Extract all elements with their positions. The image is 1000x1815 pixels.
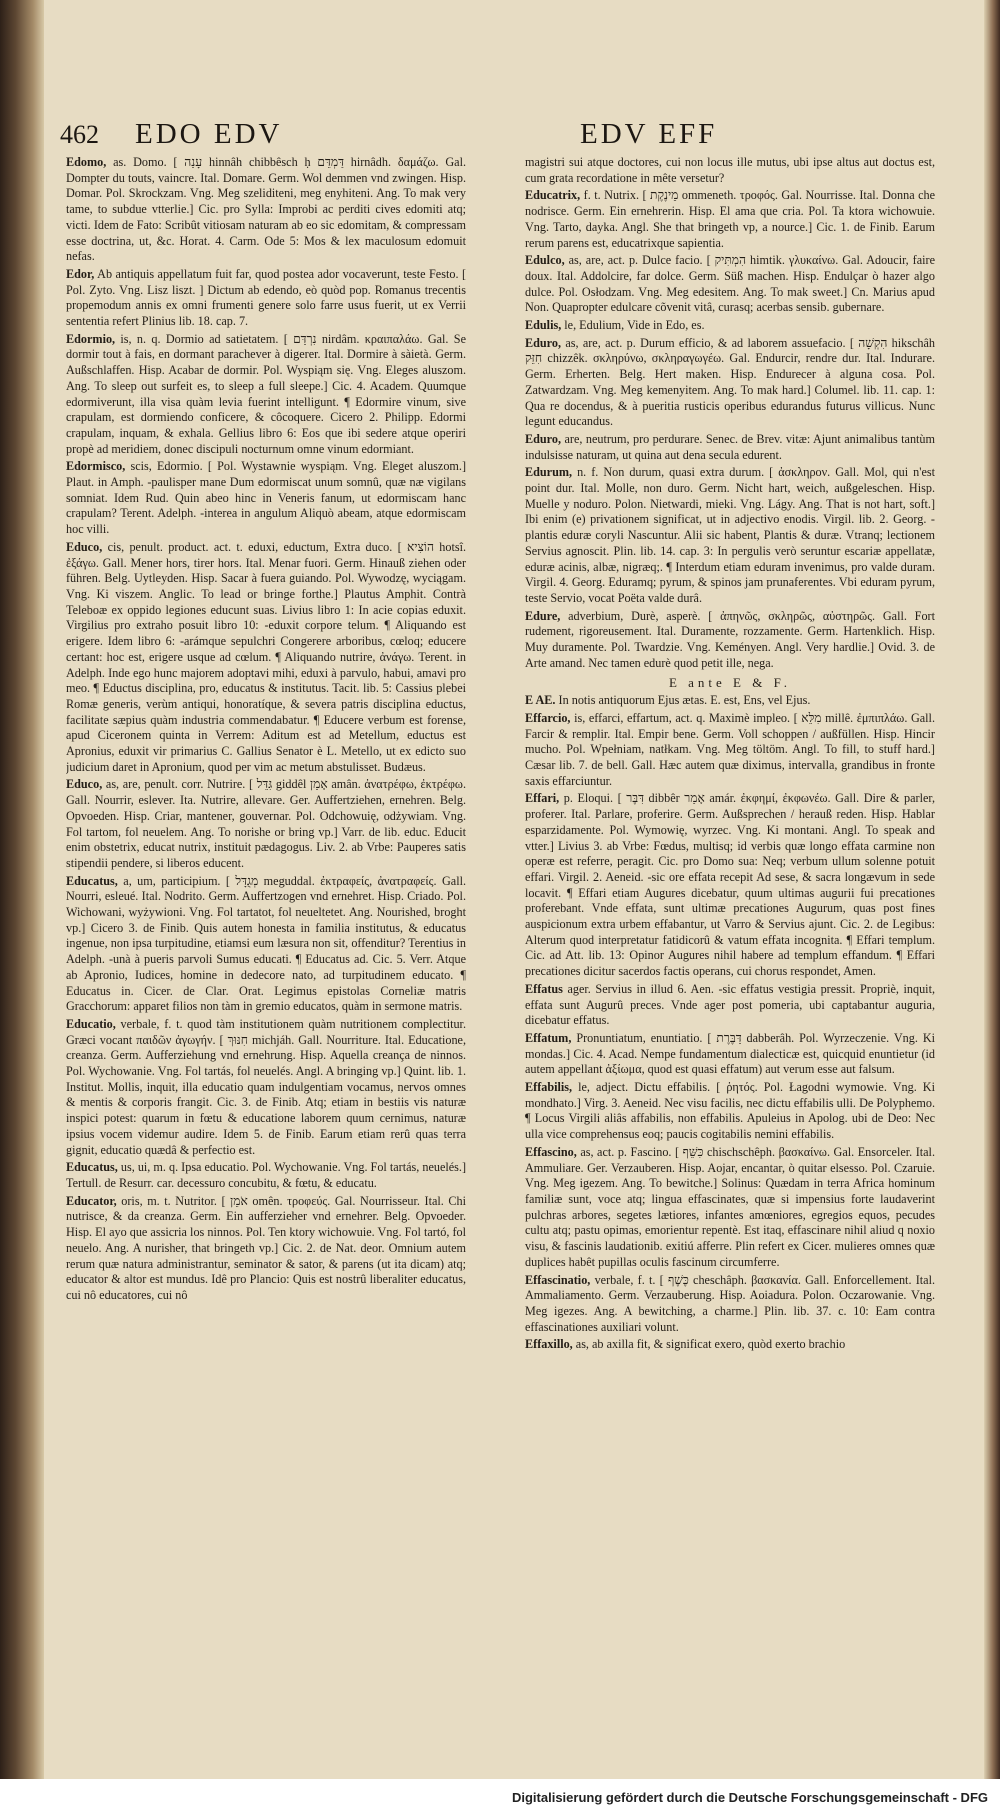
entry-text: as, ab axilla fit, & significat exero, quòd exerto brachio [575, 1337, 846, 1352]
entry-headword: Eduro, [525, 335, 562, 350]
dictionary-entry [525, 188, 935, 251]
dictionary-entry [525, 609, 935, 672]
entry-text: cis, penult. product. act. t. eduxi, eductum, Extra duco. [ הוֹצִיא hotsî. ἐξάγω. Gall. Mener hors, tirer hors. Ital. Menar fuori. Germ. Hinauß ziehen oder führen. Belg. Uytleyden. Hisp. Sacar à fuera guiando. Pol. Wywodzę, wyciągam. Vng. Ki viszem. Anglic. To lead or bringe forthe.] Plautus Amphit. Contrà Teleboæ ex oppido legiones educunt suas. Livius libro 1: In acie copias eduxit. Virgilius pro extraho posuit libro 10: -eduxit corpore telum. ¶ Aliquando est erigere. Idem libro 6: -arámque sepulchri Congerere arboribus, cœloq; educere certant: hoc est, erigere usque ad cœlum. ¶ Aliquando nutrire, ἀνάγω. Terent. in Adelph. Inde ego hunc majorem adoptavi mihi, eduxi à parvulo, habui, amavi pro meo. ¶ Eductus disciplina, pro, educatus & institutus. Tacit. lib. 5: Cassius plebei Romæ generis, verùm antiqui, honoratíque, & severa patris disciplina eductus, facilitate sæpius quàm industria commendabatur. ¶ Educere verbum est forense, apud Ciceronem quinta in Verrem: Aditum est ad Metellum, eductus est Apronius, eduxit vir primarius C. Gallius Senator è L. Metello, ut ex edicto suo judicium daret in Apronium, quod per vim ac metum abstulisset. Budæus. [66, 539, 466, 774]
page-number: 462 [60, 120, 99, 149]
entry-headword: Educatio, [66, 1016, 116, 1031]
entry-headword: Effascinatio, [525, 1272, 591, 1287]
dictionary-entry [525, 336, 935, 430]
page-edge [984, 0, 1000, 1815]
dictionary-entry [525, 1031, 935, 1078]
dictionary-entry [525, 253, 935, 316]
book-spine [0, 0, 44, 1815]
dictionary-entry [525, 982, 935, 1029]
entry-headword: Eduro, [525, 431, 562, 446]
header-left: EDO EDV [135, 118, 283, 150]
entry-text: as, are, act. p. Dulce facio. [ הִמְתִּיק himtik. γλυκαίνω. Gal. Adoucir, faire doux. Ital. Addolcire, far dolce. Germ. Süß machen. Hisp. Endulçar ò hazer algo dulce. Pol. Osłodzam. Vng. Meg edesitem. Ang. To mak sweet.] Cn. Marius apud Non. Quapropter edulcare cõvenit vitâ, curasq; acerbas sensib. gubernare. [525, 253, 935, 315]
dictionary-entry [66, 874, 466, 1015]
dictionary-entry [525, 1145, 935, 1271]
dictionary-entry [66, 1194, 466, 1304]
dictionary-entry [525, 465, 935, 606]
entry-text: f. t. Nutrix. [ מֵינֶקֶת ommeneth. τροφός. Gal. Nourrisse. Ital. Donna che nodrisce. Germ. Ein ernehrerin. Hisp. El ama que cria. Pol. Ta ktora wichowuie. Vng. Tarto, dayka. Angl. She that bringeth vp, a nource.] Cic. 1. de Finib. Earum rerum parens est, educatrixque sapientia. [525, 188, 935, 250]
dictionary-entry [525, 791, 935, 979]
entry-headword: Educator, [66, 1193, 117, 1208]
footer-strip [0, 1779, 1000, 1815]
entry-headword: Educatrix, [525, 188, 581, 203]
entry-headword: Educo, [66, 777, 103, 792]
entry-text: adverbium, Durè, asperè. [ ἀπηνῶς, σκληρῶς, αὐστηρῶς. Gall. Fort rudement, rigoreusement. Ital. Duramente, rozzamente. Germ. Hartenklich. Hisp. Muy duramente. Pol. Twardzie. Vng. Keményen. Angl. Very hardlie.] Ovid. 3. de Arte amand. Nec tamen edurè quod petit ille, nega. [525, 608, 935, 670]
dictionary-entry [66, 777, 466, 871]
dictionary-entry [525, 432, 935, 463]
dictionary-entry [525, 1080, 935, 1143]
dictionary-entry [66, 267, 466, 330]
dictionary-entry [525, 1337, 935, 1353]
entry-text: as, are, act. p. Durum efficio, & ad laborem assuefacio. [ הִקְשָׁה hikschâh חִזֵּק chizzêk. σκληρύνω, σκληραγωγέω. Gal. Endurcir, rendre dur. Ital. Indurare. Germ. Erherten. Belg. Hert maken. Hisp. Endurecer à alguna cosa. Pol. Zatwardzam. Vng. Meg kemenyitem. Ang. To mak hard.] Columel. lib. 11. cap. 1: Qua re docendus, & à pueritia rusticis operibus edurandus futurus villicus. Nunc legunt educandus. [525, 335, 935, 429]
left-column [66, 155, 466, 1755]
entry-text: p. Eloqui. [ דִּבֶּר dibbêr אָמַר amár. ἐκφημί, ἐκφωνέω. Gall. Dire & parler, proferer. Ital. Parlare, proferire. Germ. Außsprechen / herauß reden. Hisp. Hablar esparzidamente. Pol. Wymowię, wyrzec. Vng. Ki montani. Angl. To speak and vtter.] Livius 3. ab Vrbe: Fœdus, multisq; id verbis quæ longo effata carmine non operæ est referre, peragit. Cic. pro Domo sua: Neq; verbum ullum solenne potuit effari. Virgil. 2. Aeneid. -sic ore effata recepit Ad sese, & sacra longævum in sede locavit. ¶ Effari etiam Augures dicebatur, quum ultimas augurii fui precationes proferebant. Vnde effata, sunt ultimæ precationes Augurum, quas post fines auspicionum extra urbem effabantur, ut Varro & Servius ajunt. Cic. 2. de Legibus: Alterum quod interpretatur fatidicorû & vatum effata incognita. ¶ Effari templum. Cic. ad Att. lib. 13: Opinor Augures nihil habere ad templum effandum. ¶ Effari precationes dicitur sacerdos factis operans, cui chorus respondet, Amen. [525, 791, 935, 979]
dictionary-entry [525, 1273, 935, 1336]
entry-headword: Educo, [66, 539, 103, 554]
dictionary-entry [66, 332, 466, 458]
entry-text: as, act. p. Fascino. [ כִּשֵּׁף chischschêph. βασκαίνω. Gal. Ensorceler. Ital. Ammuliare. Ger. Verzauberen. Hisp. Aojar, encantar, ò quitar elsesso. Pol. Czaruie. Vng. Meg igezem. Ang. To bewitche.] Solinus: Quædam in terra Africa hominum familiæ sunt, voce atq; lingua effascinates, quæ si impensius forte laudaverint pulchras arbores, segetes lætiores, infantes amœniores, egregios equos, pecudes cultu atq; pastu opimas, emorientur repentè. Est itaq, effascinare nihil aliud q noxio visu, & fascinis laudationib. exitiú afferre. Plin refert ex Cicer. mulieres omnes quæ duplices habêt pupillas oculis fascinum circumferre. [525, 1144, 935, 1269]
entry-text: is, n. q. Dormio ad satietatem. [ נִרְדַּם nirdâm. κραιπαλάω. Gal. Se dormir tout à fais, en dormant parachever à digerer. Ital. Dormire à sàietà. Germ. Außschlaffen. Hisp. Acabar de dormir. Pol. Wyspiąm się. Vng. Eleges aluszom. Ang. To sleep out surfeit es, to sleep a full sleepe.] Cic. 4. Academ. Quumque edormiverunt, illa visa quàm levia fuerint intelligunt. ¶ Edormire vinum, sive crapulam, est dormiendo conficere, & côcoquere. Cicero 2. Philipp. Edormi crapulam, inquam, & exhala. Gellius libro 6: Eos que ibi sedere atque operiri propè ad meridiem, donec discipuli nocturnum omne vinum edormiant. [66, 331, 466, 456]
entry-headword: Edulis, [525, 318, 562, 333]
dictionary-entry [66, 540, 466, 776]
dictionary-entry [525, 711, 935, 790]
entry-text: a, um, participium. [ מְגֻדָּל meguddal. ἐκτραφείς, ἀνατραφείς. Gall. Nourri, esleué. Ital. Nodrito. Germ. Auffertzogen vnd ernehret. Hisp. Criado. Pol. Wichowani, wyżywioni. Vng. Fol tartatot, fol neueltetet. Ang. Nourished, broght vp.] Cicero 3. de Finib. Quis autem honesta in familia institutus, & educatus ingenue, non ipsa turpitudine, etiamsi eum læsura non sit, offenditur? Terentius in Adelph. -unà à pueris parvoli Sumus educati. ¶ Educatus ad. Cic. 5. Verr. Atque ab Apronio, Iudices, homine in dedecore nato, ad turpitudinem educato. ¶ Educatus in. Cicer. de Clar. Orat. Legimus epistolas Corneliæ matris Gracchorum: apparet filios non tàm in gremio educatos, quàm in sermone matris. [66, 873, 466, 1014]
entry-text: Pronuntiatum, enuntiatio. [ דַּבֶּרֶת dabberâh. Pol. Wyrzeczenie. Vng. Ki mondas.] Cic. 4. Acad. Nempe fundamentum dialecticæ est, quicquid enuntietur (id autem appellant ἀξίωμα, quod est quasi effatum) aut verum esse aut falsum. [525, 1030, 935, 1077]
entry-text: ager. Servius in illud 6. Aen. -sic effatus vestigia pressit. Propriè, inquit, effata sunt Augurû preces. Vnde ager post pomeria, ubi captabantur auguria, dicebatur effatus. [525, 981, 935, 1028]
entry-headword: Effaxillo, [525, 1337, 573, 1352]
entry-text: is, effarci, effartum, act. q. Maximè impleo. [ מִלֵּא millê. ἐμπιπλάω. Gall. Farcir & remplir. Ital. Empir bene. Germ. Voll schoppen / außfüllen. Hisp. Hincir mucho. Pol. Wpełniam, natłkam. Vng. Meg töltöm. Angl. To fill, to stuff hard.] Cæsar lib. 7. de bell. Gall. Hæc autem quæ diximus, intervalla, grandibus in fronte saxis effarciuntur. [525, 710, 935, 788]
dictionary-entry [525, 318, 935, 334]
entry-headword: Edor, [66, 266, 95, 281]
entry-text: n. f. Non durum, quasi extra durum. [ ἀσκληρον. Gall. Mol, qui n'est point dur. Ital. Molle, non duro. Germ. Nicht hart, weich, außgeleschen. Hisp. Muelle y noduro. Polon. Nietwardi, mieki. Vng. Lágy. Ang. That is not hart, soft.] Ibi enim (e) privationem significat, ut in adjectivo enodis. Virgil. lib. 2. Georg. -plantis eduræ coryli Nascuntur. Alii sic habent, Plantis & duræ. Vtranq; lectionem Servius agnoscit. Plin. lib. 14. cap. 3: In pergulis verò seruntur escariæ appellatæ, eduræ acinis, albæ, nigræq;. ¶ Interdum etiam eduram invenimus, pro valde duram. Virgil. 4. Georg. Eduramq; pyrum, & spinos jam prunaferentes. Vbi eduram pyrum, teste Servio, vocat Poëta valde durâ. [525, 465, 935, 605]
dictionary-entry [66, 1160, 466, 1191]
entry-text: le, Edulium, Vide in Edo, es. [564, 318, 705, 333]
entry-text: magistri sui atque doctores, cui non locus ille mutus, ubi ipse altus aut doctus est, cum grata recordatione in mête versetur? [525, 155, 935, 185]
entry-text: In notis antiquorum Ejus ætas. E. est, Ens, vel Ejus. [558, 693, 811, 708]
entry-text: scis, Edormio. [ Pol. Wystawnie wyspiąm. Vng. Eleget aluszom.] Plaut. in Amph. -paulisper mane Dum edormiscat unum somnû, quæ næ vigilans somniat. Idem Rud. Quin abeo hinc in Veneris fanum, ut edormiscam hanc crapulam? Terent. Adelph. -interea in angulum Aliquò abeam, atque edormiscam hoc villi. [66, 459, 466, 537]
entry-headword: Edormisco, [66, 459, 126, 474]
entry-headword: Effari, [525, 791, 560, 806]
entry-text: us, ui, m. q. Ipsa educatio. Pol. Wychowanie. Vng. Fol tartás, neuelés.] Tertull. de Resurr. car. decessuro concubitu, & fœtu, & educatu. [66, 1160, 466, 1190]
entry-text: as. Domo. [ עָנַה hinnâh chibbêsch ḥ דַּמְדֵּם hirnâdh. δαμάζω. Gal. Dompter du touts, vaincre. Ital. Domare. Germ. Wol demmen vnd zwingen. Hisp. Domar. Pol. Skrockzam. Vng. Meg szeliditeni, meg enyhiteni. Ang. To mak very tame, to subdue vtterlie.] Cic. pro Sylla: Improbi ac perditi cives edomiti atq; victi. Idem de Fato: Scribût vitiosam naturam ab eo sic edomitam, & compressam esse doctrina, ut, &c. Horat. 4. Carm. Ode 5: Mos & lex maculosum edomuit nefas. [66, 155, 466, 264]
entry-headword: Effascino, [525, 1144, 577, 1159]
right-column [525, 155, 935, 1755]
entry-text: as, are, penult. corr. Nutrire. [ גִּדֵּל giddêl אָמַן amân. ἀνατρέφω, ἐκτρέφω. Gall. Nourrir, eslever. Ita. Nutrire, allevare. Ger. Auffertziehen, ernehren. Belg. Opvoeden. Hisp. Criar, mantener, gouvernar. Pol. Odchowuię, odżywiam. Vng. Fol tartom, fol neuelem. Ang. To norishe or bring vp.] Varr. de lib. educ. Educit enim obstetrix, educat nutrix, instituit pædagogus. Liv. 2. ab Vrbe: Pauperes satis stipendii pendere, si liberos educent. [66, 777, 466, 870]
entry-headword: E AE. [525, 693, 556, 708]
entry-headword: Edure, [525, 608, 561, 623]
entry-text: are, neutrum, pro perdurare. Senec. de Brev. vitæ: Ajunt animalibus tantùm indulsisse naturam, ut quina aut dena secula edurent. [525, 431, 935, 462]
entry-text: le, adject. Dictu effabilis. [ ῥητός. Pol. Łagodni wymowie. Vng. Ki mondhato.] Virg. 3. Aeneid. Nec visu facilis, nec dictu effabilis ulli. De Polyphemo. ¶ Locus Virgili aliâs affabilis, non effabilis. Apuleius in Apolog. ubi de Deo: Nec ulla vice comprehensus eoq; paucis cogitabilis nemini effabilis. [525, 1080, 935, 1142]
dictionary-entry [66, 155, 466, 265]
dictionary-entry [66, 459, 466, 538]
entry-headword: Edurum, [525, 465, 573, 480]
entry-text: oris, m. t. Nutritor. [ אֹמֵן omên. τροφεύς. Gal. Nourrisseur. Ital. Chi nutrisce, & da creanza. Germ. Ein aufferzieher vnd ernehrer. Belg. Opvoeder. Hisp. El ayo que assicria los ninnos. Pol. Ten ktory wichowuie. Vng. Fol tartó, fol neuelo. Ang. A nurisher, that bringeth vp.] Cic. 2. de Nat. deor. Omnium autem rerum quæ natura administrantur, seminator & sator, & parens (ut ita dicam) atq; educator & altor est mundus. Idê pro Plancio: Quis est nostrû liberaliter educatus, cui nô educatores, cui nô [66, 1193, 466, 1302]
entry-headword: Edulco, [525, 253, 565, 268]
entry-text: verbale, f. t. [ כֶּשֶׁף cheschâph. βασκανία. Gall. Enforcellement. Ital. Ammaliamento. Germ. Verzauberung. Hisp. Aoiadura. Polon. Oczarowanie. Vng. Meg igezes. Ang. A bewitching, a charme.] Plin. lib. 37. c. 10: Eam contra effascinationes auxiliari volunt. [525, 1272, 935, 1334]
footer-credit: Digitalisierung gefördert durch die Deutsche Forschungsgemeinschaft - DFG [511, 1790, 988, 1805]
entry-headword: Edomo, [66, 155, 107, 169]
section-heading: E ante E & F. [668, 674, 792, 690]
entry-headword: Effatus [525, 981, 563, 996]
header-right: EDV EFF [580, 118, 718, 150]
entry-text: verbale, f. t. quod tàm institutionem quàm nutritionem complectitur. Græci vocant παιδῶν ἀγωγήν. [ חִנּוּךְ michjáh. Gall. Nourriture. Ital. Educatione, creanza. Germ. Aufferziehung vnd ernehrung. Hisp. Aquella creança de ninnos. Pol. Wychowanie. Vng. Fol tartás, fol neuelés. Angl. A bringing vp.] Quint. lib. 1. Institut. Mollis, inquit, illa educatio quam indulgentiam vocamus, nervos omnes & mentis & corporis frangit. Cic. 3. de Finib. Atq; etiam in bestiis vis naturæ inspici potest: quarum in fœtu & educatione laborem quum cernimus, naturæ ipsius vocem videmur audire. Idem 5. de Finib. Earum etiam rerû quas terra gignit, educatio quædâ & perfectio est. [66, 1016, 466, 1157]
entry-headword: Effabilis, [525, 1080, 573, 1095]
running-header [60, 118, 960, 152]
entry-text: Ab antiquis appellatum fuit far, quod postea ador vocaverunt, teste Festo. [ Pol. Zyto. Vng. Lisz liszt. ] Dictum ab edendo, eò quòd pop. Romanus trecentis propemodum annis ex omni frumenti genere solo farre usus fuerit, ut ex Verrii sententia refert Plinius lib. 18. cap. 7. [66, 266, 466, 329]
entry-headword: Educatus, [66, 873, 118, 888]
dictionary-entry [525, 693, 935, 709]
entry-headword: Effatum, [525, 1030, 572, 1045]
entry-headword: Effarcio, [525, 710, 571, 725]
dictionary-entry [525, 155, 935, 186]
entry-headword: Edormio, [66, 331, 116, 346]
dictionary-entry [66, 1017, 466, 1158]
entry-headword: Educatus, [66, 1160, 118, 1175]
